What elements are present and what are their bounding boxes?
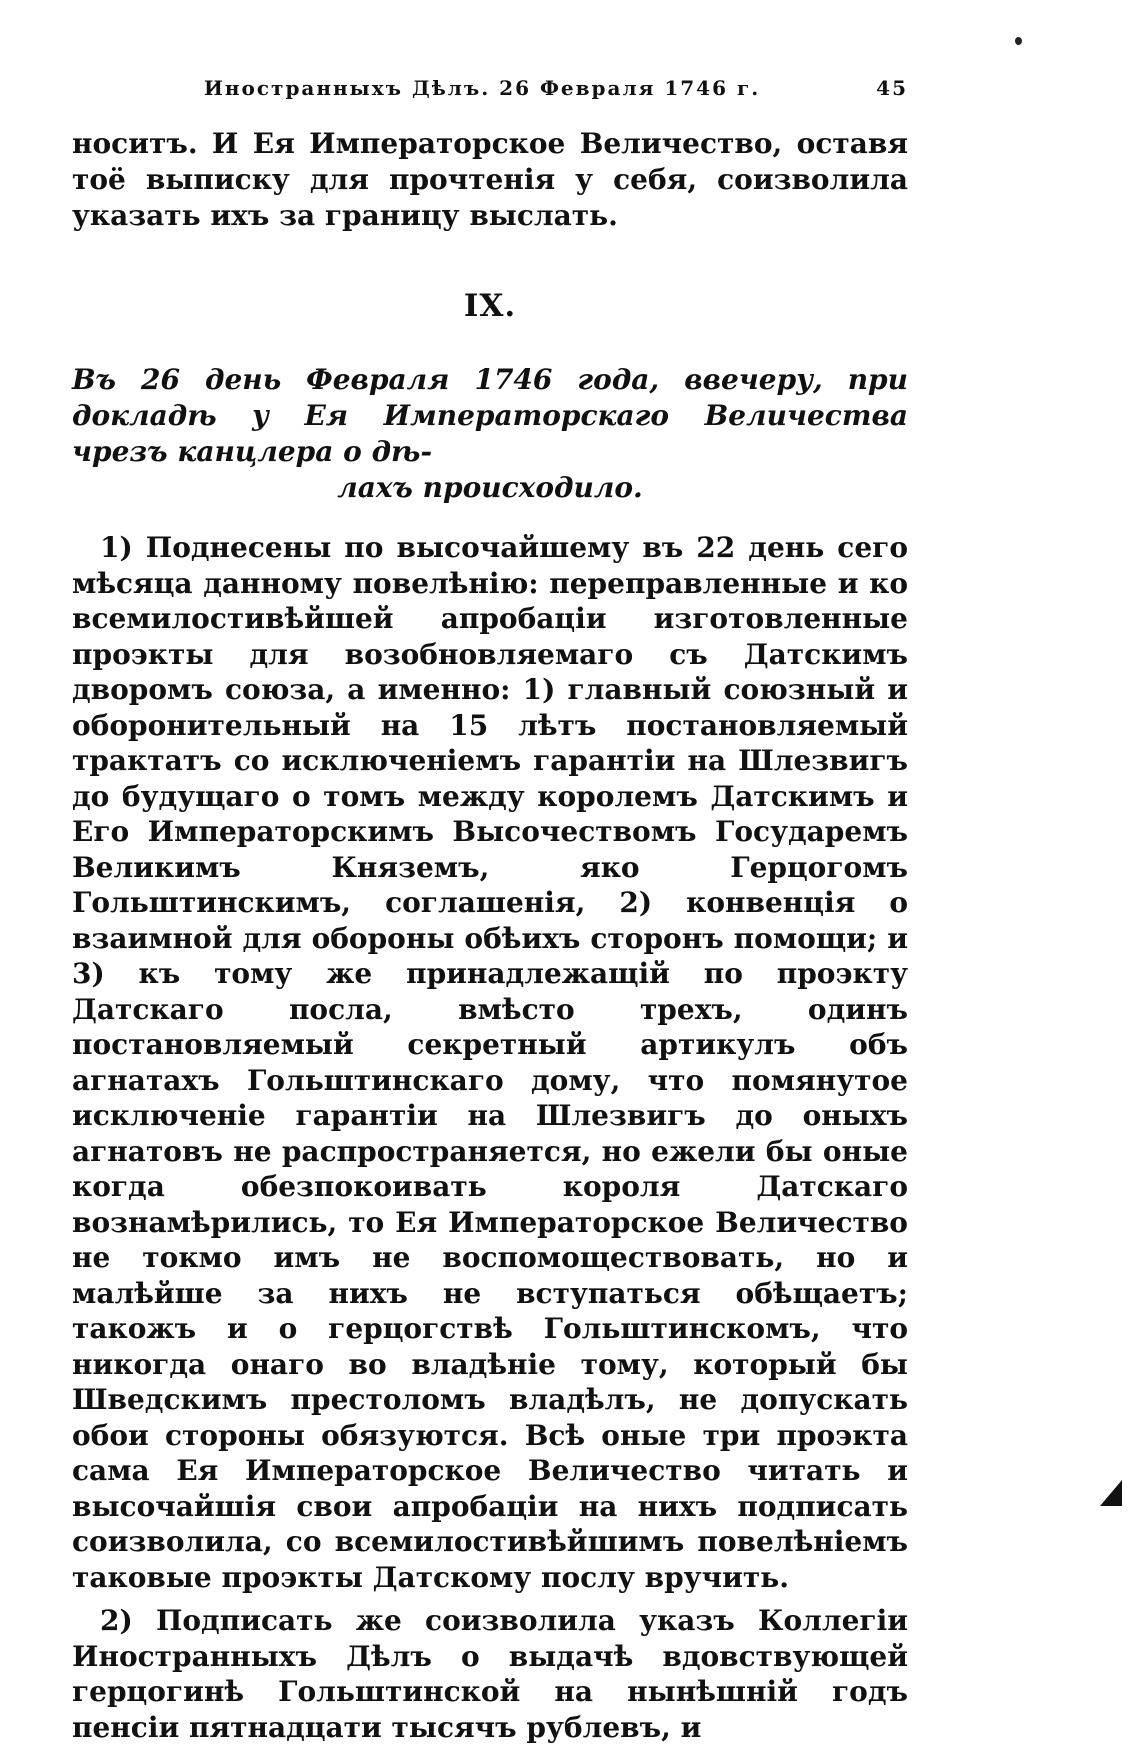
section-number: IX. [463, 288, 517, 324]
running-title: Иностранныхъ Дѣлъ. 26 Февраля 1746 г. [204, 76, 761, 100]
paragraph-item-2: 2) Подписать же соизволила указъ Коллегіи Иностранныхъ Дѣлъ о выдачѣ вдовствующей герцогинѣ Гольштинской на нынѣшній годъ пенсіи пятнадцати тысячъ рублевъ, и [72, 1604, 908, 1744]
page-number: 45 [876, 76, 908, 100]
section-heading [72, 362, 908, 506]
section-heading-end: лахъ происходило. [337, 471, 643, 504]
section-heading-main: Въ 26 день Февраля 1746 года, ввечеру, при докладѣ у Ея Императорскаго Величества чрезъ канцлера о дѣ- [72, 363, 908, 468]
paragraph-item-1: 1) Поднесены по высочайшему въ 22 день сего мѣсяца данному повелѣнію: переправленные и ко всемилостивѣйшей апробаціи изготовленные проэкты для возобновляемаго съ Датскимъ дворомъ союза, а именно: 1) главный союзный и оборонительный на 15 лѣтъ постановляемый трактатъ со исключеніемъ гарантіи на Шлезвигъ до будущаго о томъ между королемъ Датскимъ и Его Императорскимъ Высочествомъ Государемъ Великимъ Княземъ, яко Герцогомъ Гольштинскимъ, соглашенія, 2) конвенція о взаимной для обороны обѣихъ сторонъ помощи; и 3) къ тому же принадлежащій по проэкту Датскаго посла, вмѣсто трехъ, одинъ постановляемый секретный артикулъ объ агнатахъ Гольштинскаго дому, что помянутое исключеніе гарантіи на Шлезвигъ до оныхъ агнатовъ не распространяется, но ежели бы оные когда обезпокоивать короля Датскаго вознамѣрились, то Ея Императорское Величество не токмо имъ не воспомоществовать, но и малѣйше за нихъ не вступаться обѣщаетъ; такожъ и о герцогствѣ Гольштинскомъ, что никогда онаго во владѣніе тому, который бы Шведскимъ престоломъ владѣлъ, не допускать обои стороны обязуются. Всѣ оные три проэкта сама Ея Императорское Величество читать и высочайшія свои апробаціи на нихъ подписать соизволила, со всемилостивѣйшимъ повелѣніемъ таковые проэкты Датскому послу вручить. [72, 531, 908, 1594]
continued-paragraph: носитъ. И Ея Императорское Величество, оставя тоё выписку для прочтенія у себя, соизволила указать ихъ за границу выслать. [72, 127, 908, 232]
scan-speck [1015, 37, 1022, 45]
numbered-items [72, 530, 908, 1745]
book-page [72, 70, 908, 1745]
running-header [72, 70, 908, 106]
scan-corner-mark [1100, 1480, 1122, 1506]
